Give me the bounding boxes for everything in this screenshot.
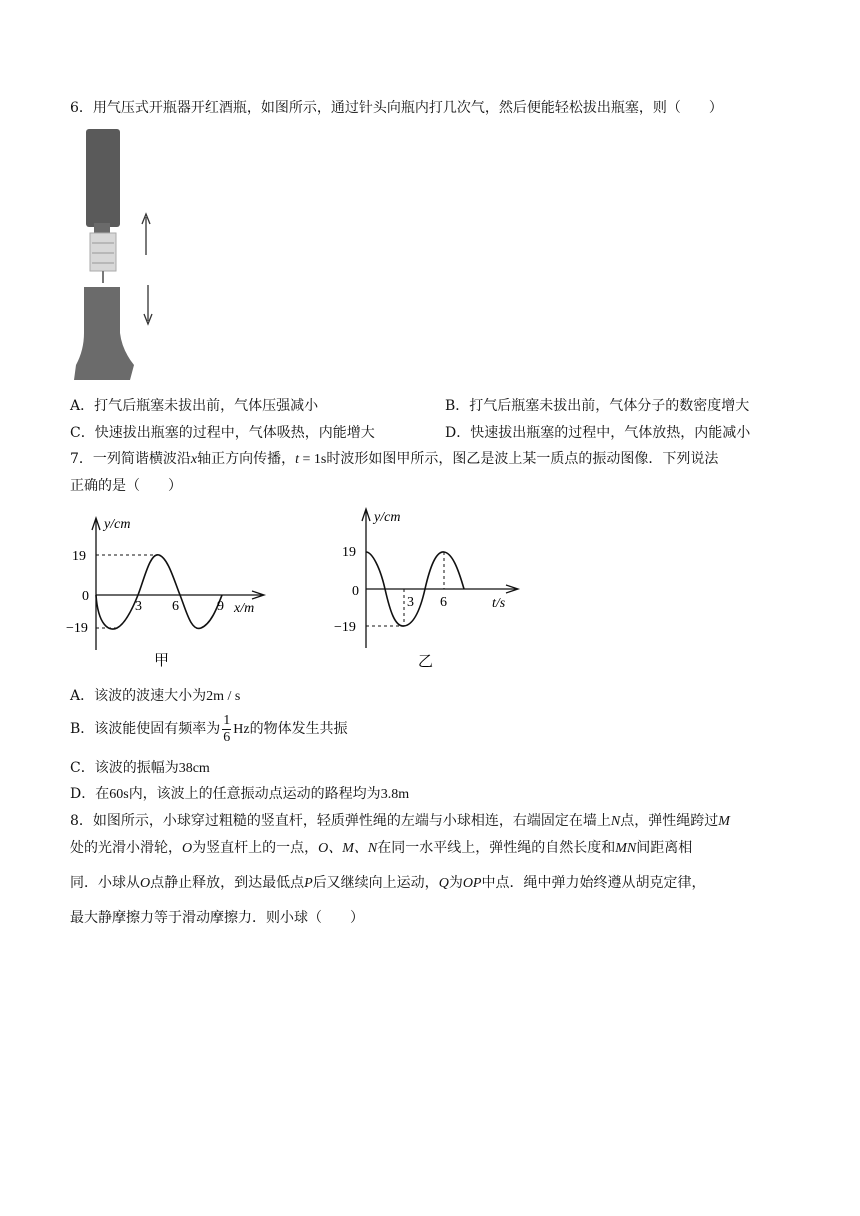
q7-a-value: 2m / s bbox=[206, 689, 241, 704]
yi-ymax: 19 bbox=[342, 545, 356, 560]
yi-ylabel: y/cm bbox=[374, 510, 401, 525]
q8-O-2: O bbox=[140, 876, 151, 891]
q7-stem-part2: 轴正方向传播， bbox=[197, 451, 296, 467]
q7-stem bbox=[70, 449, 718, 470]
q8-l3d: 为 bbox=[448, 875, 463, 891]
q8-l3c: 后又继续向上运动， bbox=[312, 875, 439, 891]
jia-xlabel: x/m bbox=[234, 601, 255, 616]
q8-l2d: 间距离相 bbox=[636, 840, 693, 856]
jia-tick6: 6 bbox=[172, 599, 179, 614]
q8-l2a: 处的光滑小滑轮， bbox=[70, 840, 182, 856]
q7-stem-line2: 正确的是（ ） bbox=[70, 478, 182, 494]
q6-option-b[interactable]: B．打气后瓶塞未拔出前，气体分子的数密度增大 bbox=[445, 398, 750, 414]
q8-l3e: 中点．绳中弹力始终遵从胡克定律， bbox=[481, 875, 706, 891]
yi-caption: 乙 bbox=[418, 654, 434, 670]
q8-l3a: 同．小球从 bbox=[70, 875, 140, 891]
q7-b-denominator: 6 bbox=[223, 729, 231, 745]
q7-d-mid: 内，该波上的任意振动点运动的路程均为 bbox=[128, 786, 381, 802]
q7-stem-teq: = 1s bbox=[299, 452, 327, 467]
q8-MN: MN bbox=[615, 841, 637, 856]
bottle-opener-figure bbox=[72, 125, 172, 395]
q7-stem-part1: 7．一列简谐横波沿 bbox=[70, 451, 191, 467]
q8-line4: 最大静摩擦力等于滑动摩擦力．则小球（ ） bbox=[70, 910, 364, 926]
yi-xlabel: t/s bbox=[492, 596, 506, 611]
q8-line1 bbox=[70, 811, 730, 832]
q8-l2c: 在同一水平线上，弹性绳的自然长度和 bbox=[377, 840, 616, 856]
wave-graph-jia bbox=[62, 510, 282, 670]
q8-Q: Q bbox=[438, 876, 449, 891]
jia-tick3: 3 bbox=[135, 599, 142, 614]
q7-option-d[interactable] bbox=[70, 784, 409, 805]
yi-tick3: 3 bbox=[407, 595, 414, 610]
q6-stem: 6．用气压式开瓶器开红酒瓶，如图所示，通过针头向瓶内打几次气，然后便能轻松拔出瓶塞，则（ ） bbox=[70, 100, 723, 116]
q7-option-b[interactable] bbox=[70, 712, 348, 747]
jia-yzero: 0 bbox=[82, 589, 89, 604]
q6-option-d[interactable]: D．快速拔出瓶塞的过程中，气体放热，内能减小 bbox=[445, 425, 751, 441]
q7-a-text: A．该波的波速大小为 bbox=[70, 688, 207, 704]
q8-M: M bbox=[718, 814, 730, 829]
vibration-graph-yi bbox=[330, 503, 530, 673]
q8-l2b: 为竖直杆上的一点， bbox=[192, 840, 319, 856]
q7-b-unit: Hz bbox=[233, 722, 250, 737]
q8-N: N bbox=[610, 814, 621, 829]
q8-l3b: 点静止释放，到达最低点 bbox=[150, 875, 305, 891]
q8-l1a: 8．如图所示，小球穿过粗糙的竖直杆，轻质弹性绳的左端与小球相连，右端固定在墙上 bbox=[70, 813, 611, 829]
q7-option-a[interactable] bbox=[70, 686, 240, 707]
q7-stem-t: t bbox=[295, 452, 300, 467]
q7-d-value: 3.8m bbox=[380, 787, 410, 802]
wave-curve-jia bbox=[96, 555, 222, 629]
q8-OP: OP bbox=[462, 876, 482, 891]
q7-stem-x: x bbox=[190, 452, 198, 467]
q7-stem-part3: 时波形如图甲所示，图乙是波上某一质点的振动图像．下列说法 bbox=[326, 451, 719, 467]
yi-tick6: 6 bbox=[440, 595, 447, 610]
q7-b-text: B．该波能使固有频率为 bbox=[70, 721, 221, 737]
q7-b-post: 的物体发生共振 bbox=[249, 721, 348, 737]
q8-OMN: O、M、N bbox=[318, 841, 378, 856]
q7-c-value: 38cm bbox=[178, 761, 210, 776]
q7-b-fraction bbox=[222, 713, 231, 746]
yi-ymin: −19 bbox=[334, 620, 356, 635]
q6-option-a[interactable]: A．打气后瓶塞未拔出前，气体压强减小 bbox=[70, 398, 319, 414]
q7-b-numerator: 1 bbox=[223, 712, 231, 728]
q7-d-text: D．在 bbox=[70, 786, 110, 802]
q7-option-c[interactable] bbox=[70, 758, 210, 779]
q8-l1b: 点，弹性绳跨过 bbox=[620, 813, 719, 829]
q6-option-c[interactable]: C．快速拔出瓶塞的过程中，气体吸热，内能增大 bbox=[70, 425, 375, 441]
q7-c-text: C．该波的振幅为 bbox=[70, 760, 179, 776]
jia-tick9: 9 bbox=[217, 599, 224, 614]
q8-P: P bbox=[304, 876, 313, 891]
jia-ymin: −19 bbox=[66, 621, 88, 636]
q7-d-time: 60s bbox=[109, 787, 129, 802]
jia-ymax: 19 bbox=[72, 549, 86, 564]
jia-caption: 甲 bbox=[154, 653, 170, 669]
yi-yzero: 0 bbox=[352, 584, 359, 599]
jia-ylabel: y/cm bbox=[104, 517, 131, 532]
q8-O: O bbox=[182, 841, 193, 856]
q8-line2 bbox=[70, 838, 692, 859]
q8-line3 bbox=[70, 873, 705, 894]
